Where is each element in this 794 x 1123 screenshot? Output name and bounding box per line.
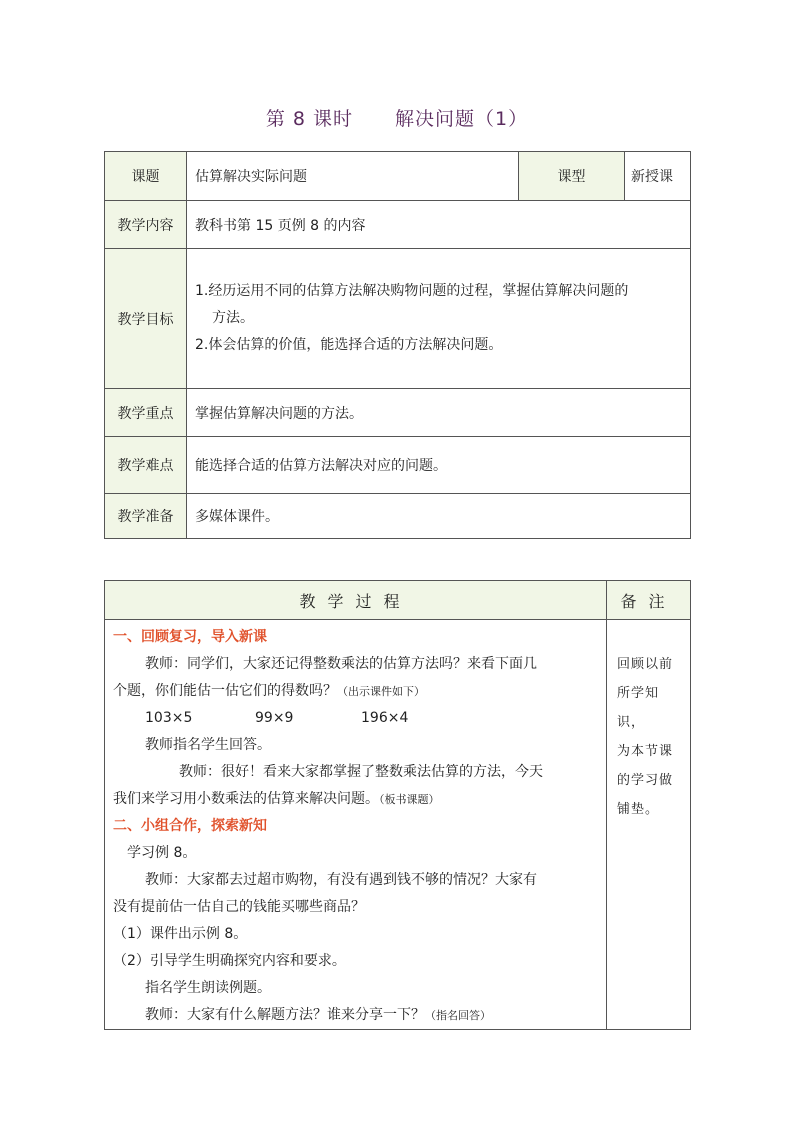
goal-line-2: 2.体会估算的价值，能选择合适的方法解决问题。 <box>195 337 503 353</box>
expression: 99×9 <box>255 710 294 726</box>
para-line: 教师：大家都去过超市购物，有没有遇到钱不够的情况？大家有 <box>145 872 537 888</box>
para-text: 个题，你们能估一估它们的得数吗？ <box>113 683 337 699</box>
para-line: 学习例 8。 <box>127 845 197 861</box>
note-line: 为本节课 <box>617 744 674 759</box>
key-row <box>105 389 691 437</box>
goal-line-1-cont: 方法。 <box>212 310 254 326</box>
process-header-row <box>105 581 691 620</box>
note-line: 回顾以前 <box>617 657 674 672</box>
para-line: 教师：很好！看来大家都掌握了整数乘法估算的方法，今天 <box>179 764 543 780</box>
para-text: 教师：大家有什么解题方法？谁来分享一下？ <box>145 1007 425 1023</box>
topic-label: 课题 <box>105 152 187 201</box>
prep-value: 多媒体课件。 <box>187 494 691 539</box>
lesson-info-table <box>104 151 691 539</box>
goal-label: 教学目标 <box>105 249 187 389</box>
para-line: 教师：同学们，大家还记得整数乘法的估算方法吗？来看下面几 <box>145 656 537 672</box>
notes-header: 备注 <box>607 581 691 620</box>
goal-line-1: 1.经历运用不同的估算方法解决购物问题的过程，掌握估算解决问题的 <box>195 283 629 299</box>
lesson-title: 解决问题（1） <box>395 108 529 130</box>
goal-value <box>187 249 691 389</box>
para-line: 指名学生朗读例题。 <box>145 980 271 996</box>
key-value: 掌握估算解决问题的方法。 <box>187 389 691 437</box>
notes-content <box>607 620 691 1030</box>
difficulty-row <box>105 437 691 494</box>
prep-label: 教学准备 <box>105 494 187 539</box>
page-title <box>0 104 794 131</box>
difficulty-value: 能选择合适的估算方法解决对应的问题。 <box>187 437 691 494</box>
para-line: 没有提前估一估自己的钱能买哪些商品？ <box>113 899 365 915</box>
para-text: 我们来学习用小数乘法的估算来解决问题。 <box>113 791 379 807</box>
key-label: 教学重点 <box>105 389 187 437</box>
process-content <box>105 620 607 1030</box>
prep-row <box>105 494 691 539</box>
note-line: 铺垫。 <box>617 802 660 817</box>
goal-row <box>105 249 691 389</box>
teaching-process-table <box>104 580 691 1030</box>
topic-row <box>105 152 691 201</box>
expression-row <box>113 705 600 732</box>
para-line <box>113 1002 600 1029</box>
para-line: （1）课件出示例 8。 <box>113 926 248 942</box>
note-line: 所学知识， <box>617 686 660 730</box>
type-label: 课型 <box>519 152 625 201</box>
process-body-row <box>105 620 691 1030</box>
para-line <box>113 678 600 705</box>
section-2-title: 二、小组合作，探索新知 <box>113 818 267 834</box>
content-value: 教科书第 15 页例 8 的内容 <box>187 201 691 249</box>
section-1-title: 一、回顾复习，导入新课 <box>113 629 267 645</box>
difficulty-label: 教学难点 <box>105 437 187 494</box>
note-text: （指名回答） <box>425 1009 491 1022</box>
note-text: （出示课件如下） <box>337 685 425 698</box>
type-value: 新授课 <box>625 152 691 201</box>
note-line: 的学习做 <box>617 773 674 788</box>
para-line: （2）引导学生明确探究内容和要求。 <box>113 953 346 969</box>
para-line <box>113 786 600 813</box>
content-label: 教学内容 <box>105 201 187 249</box>
topic-value: 估算解决实际问题 <box>187 152 519 201</box>
note-text: （板书课题） <box>379 793 440 806</box>
content-row <box>105 201 691 249</box>
expression: 103×5 <box>145 710 193 726</box>
process-header: 教学过程 <box>105 581 607 620</box>
expression: 196×4 <box>361 710 409 726</box>
lesson-number: 第 8 课时 <box>265 108 354 130</box>
para-line: 教师指名学生回答。 <box>145 737 271 753</box>
